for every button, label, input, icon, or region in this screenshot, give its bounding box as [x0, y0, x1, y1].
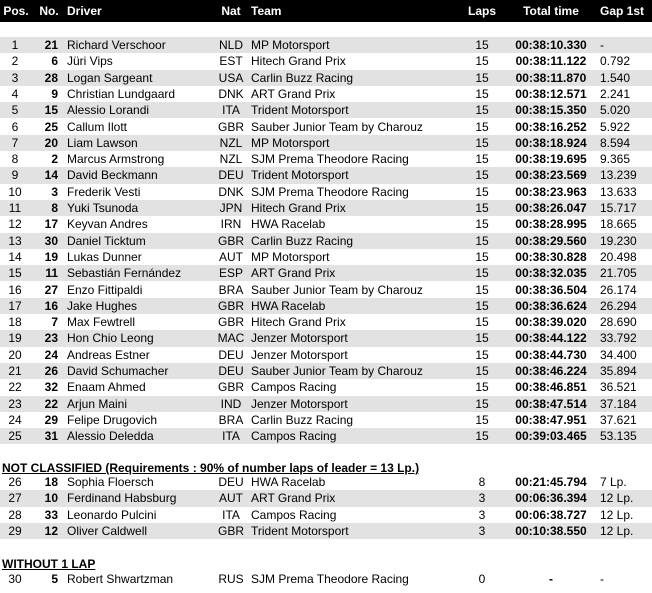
car-number-cell: 5 — [51, 572, 58, 586]
car-number-cell: 8 — [51, 201, 58, 215]
total-time-cell: 00:38:28.995 — [515, 217, 587, 232]
table-row — [0, 135, 652, 151]
nationality-cell: ESP — [218, 266, 243, 281]
position-cell: 20 — [8, 347, 22, 362]
gap-to-leader-cell: 15.717 — [600, 201, 637, 215]
laps-cell: 15 — [475, 298, 489, 313]
driver-name-cell: Yuki Tsunoda — [67, 201, 139, 215]
table-row — [0, 379, 652, 395]
team-name-cell: Trident Motorsport — [251, 103, 349, 118]
laps-cell: 15 — [475, 217, 489, 232]
position-cell: 23 — [8, 396, 22, 411]
total-time-cell: 00:38:12.571 — [515, 86, 587, 101]
car-number-cell: 26 — [44, 364, 58, 378]
total-time-cell: 00:10:38.550 — [515, 523, 587, 538]
car-number-cell: 25 — [44, 119, 58, 134]
laps-cell: 15 — [475, 70, 489, 85]
nationality-cell: DEU — [218, 475, 244, 489]
total-time-cell: 00:38:18.924 — [515, 135, 587, 150]
table-row — [0, 282, 652, 298]
driver-name-cell: Felipe Drugovich — [67, 412, 158, 427]
position-cell: 8 — [11, 152, 19, 167]
nationality-cell: NZL — [219, 152, 243, 167]
driver-name-cell: Daniel Ticktum — [67, 233, 146, 248]
laps-cell: 15 — [475, 347, 489, 362]
nationality-cell: AUT — [219, 491, 243, 506]
nationality-cell: IND — [220, 396, 242, 411]
position-cell: 11 — [8, 201, 22, 215]
header-laps: Laps — [467, 4, 496, 18]
header-nat: Nat — [221, 4, 241, 18]
gap-to-leader-cell: 12 Lp. — [600, 491, 634, 506]
total-time-cell: 00:38:46.224 — [515, 364, 587, 378]
table-row — [0, 86, 652, 102]
table-row — [0, 70, 652, 86]
gap-to-leader-cell: 12 Lp. — [600, 507, 634, 522]
car-number-cell: 17 — [44, 217, 58, 232]
gap-to-leader-cell: 0.792 — [600, 54, 631, 69]
laps-cell: 15 — [475, 168, 489, 183]
nationality-cell: DEU — [218, 347, 244, 362]
nationality-cell: RUS — [218, 572, 244, 586]
without-lap-title: WITHOUT 1 LAP — [2, 557, 96, 571]
position-cell: 29 — [8, 523, 22, 538]
position-cell: 3 — [11, 70, 19, 85]
gap-to-leader-cell: 12 Lp. — [600, 523, 634, 538]
nationality-cell: ITA — [222, 103, 240, 118]
driver-name-cell: Lukas Dunner — [67, 249, 142, 264]
laps-cell: 15 — [475, 38, 489, 52]
gap-to-leader-cell: 7 Lp. — [600, 475, 627, 489]
header-driver: Driver — [67, 4, 102, 18]
gap-to-leader-cell: 5.020 — [600, 103, 631, 118]
team-name-cell: Sauber Junior Team by Charouz — [251, 364, 423, 378]
position-cell: 15 — [8, 266, 22, 281]
nationality-cell: GBR — [217, 315, 244, 330]
table-row — [0, 298, 652, 314]
driver-name-cell: Sophia Floersch — [67, 475, 154, 489]
position-cell: 26 — [8, 475, 22, 489]
gap-to-leader-cell: 37.621 — [600, 412, 637, 427]
position-cell: 28 — [8, 507, 22, 522]
position-cell: 25 — [8, 429, 22, 444]
car-number-cell: 9 — [51, 86, 58, 101]
team-name-cell: Campos Racing — [251, 429, 337, 444]
laps-cell: 15 — [475, 396, 489, 411]
total-time-cell: 00:38:39.020 — [515, 315, 587, 330]
laps-cell: 3 — [478, 523, 486, 538]
position-cell: 17 — [8, 298, 22, 313]
team-name-cell: Trident Motorsport — [251, 168, 349, 183]
car-number-cell: 10 — [44, 491, 58, 506]
nationality-cell: EST — [219, 54, 243, 69]
header-no: No. — [39, 4, 59, 18]
team-name-cell: Jenzer Motorsport — [251, 331, 348, 346]
car-number-cell: 15 — [44, 103, 58, 118]
table-row — [0, 347, 652, 363]
driver-name-cell: Liam Lawson — [67, 135, 138, 150]
nationality-cell: BRA — [218, 282, 244, 297]
team-name-cell: Hitech Grand Prix — [251, 315, 346, 330]
position-cell: 1 — [11, 38, 19, 52]
team-name-cell: Hitech Grand Prix — [251, 54, 346, 69]
laps-cell: 15 — [475, 86, 489, 101]
team-name-cell: Carlin Buzz Racing — [251, 412, 354, 427]
laps-cell: 15 — [475, 331, 489, 346]
table-row — [0, 216, 652, 232]
team-name-cell: SJM Prema Theodore Racing — [251, 572, 409, 586]
table-row — [0, 119, 652, 135]
total-time-cell: 00:38:26.047 — [515, 201, 587, 215]
gap-to-leader-cell: 34.400 — [600, 347, 637, 362]
car-number-cell: 24 — [44, 347, 58, 362]
laps-cell: 15 — [475, 380, 489, 395]
total-time-cell: 00:06:36.394 — [515, 491, 587, 506]
team-name-cell: Sauber Junior Team by Charouz — [251, 282, 423, 297]
nationality-cell: IRN — [220, 217, 242, 232]
total-time-cell: 00:38:15.350 — [515, 103, 587, 118]
car-number-cell: 11 — [45, 266, 58, 281]
table-row — [0, 102, 652, 118]
laps-cell: 15 — [475, 364, 489, 378]
position-cell: 12 — [8, 217, 22, 232]
position-cell: 7 — [11, 135, 19, 150]
driver-name-cell: Robert Shwartzman — [67, 572, 174, 586]
header-total-time: Total time — [523, 4, 579, 18]
car-number-cell: 31 — [44, 429, 58, 444]
total-time-cell: - — [549, 572, 553, 586]
laps-cell: 15 — [475, 315, 489, 330]
total-time-cell: 00:38:10.330 — [515, 38, 587, 52]
gap-to-leader-cell: 33.792 — [600, 331, 637, 346]
driver-name-cell: Ferdinand Habsburg — [67, 491, 177, 506]
team-name-cell: Carlin Buzz Racing — [251, 70, 354, 85]
car-number-cell: 30 — [44, 233, 58, 248]
team-name-cell: Trident Motorsport — [251, 523, 349, 538]
laps-cell: 0 — [478, 572, 486, 586]
table-row — [0, 523, 652, 539]
gap-to-leader-cell: 26.294 — [600, 298, 637, 313]
total-time-cell: 00:38:30.828 — [515, 249, 587, 264]
table-row — [0, 474, 652, 490]
table-row — [0, 363, 652, 379]
laps-cell: 15 — [475, 201, 489, 215]
laps-cell: 15 — [475, 282, 489, 297]
car-number-cell: 2 — [51, 152, 58, 167]
position-cell: 27 — [8, 491, 22, 506]
table-row — [0, 200, 652, 216]
gap-to-leader-cell: 5.922 — [600, 119, 631, 134]
gap-to-leader-cell: 13.633 — [600, 184, 637, 199]
table-row — [0, 314, 652, 330]
team-name-cell: HWA Racelab — [251, 298, 326, 313]
table-row — [0, 53, 652, 69]
nationality-cell: GBR — [217, 119, 244, 134]
driver-name-cell: Jüri Vips — [67, 54, 113, 69]
team-name-cell: Carlin Buzz Racing — [251, 233, 354, 248]
laps-cell: 15 — [475, 233, 489, 248]
driver-name-cell: Christian Lundgaard — [67, 86, 176, 101]
team-name-cell: ART Grand Prix — [251, 86, 336, 101]
driver-name-cell: Logan Sargeant — [67, 70, 153, 85]
total-time-cell: 00:39:03.465 — [515, 429, 587, 444]
position-cell: 18 — [8, 315, 22, 330]
position-cell: 30 — [8, 572, 22, 586]
car-number-cell: 12 — [44, 523, 58, 538]
table-row — [0, 151, 652, 167]
gap-to-leader-cell: 19.230 — [600, 233, 637, 248]
team-name-cell: ART Grand Prix — [251, 266, 336, 281]
team-name-cell: MP Motorsport — [251, 249, 330, 264]
table-row — [0, 396, 652, 412]
position-cell: 19 — [8, 331, 22, 346]
laps-cell: 15 — [475, 429, 489, 444]
driver-name-cell: Marcus Armstrong — [67, 152, 165, 167]
nationality-cell: NLD — [218, 38, 243, 52]
nationality-cell: DEU — [218, 168, 244, 183]
nationality-cell: DEU — [218, 364, 244, 378]
car-number-cell: 28 — [44, 70, 58, 85]
nationality-cell: DNK — [218, 184, 244, 199]
table-row — [0, 233, 652, 249]
header-gap: Gap 1st — [600, 4, 645, 18]
team-name-cell: Jenzer Motorsport — [251, 396, 348, 411]
table-row — [0, 507, 652, 523]
laps-cell: 15 — [475, 266, 489, 281]
position-cell: 24 — [8, 412, 22, 427]
nationality-cell: BRA — [218, 412, 244, 427]
laps-cell: 15 — [475, 119, 489, 134]
nationality-cell: USA — [218, 70, 244, 85]
laps-cell: 8 — [478, 475, 486, 489]
driver-name-cell: Alessio Lorandi — [67, 103, 150, 118]
laps-cell: 3 — [478, 507, 486, 522]
team-name-cell: HWA Racelab — [251, 217, 326, 232]
car-number-cell: 19 — [44, 249, 58, 264]
table-row — [0, 37, 652, 53]
car-number-cell: 6 — [51, 54, 58, 69]
table-row — [0, 412, 652, 428]
laps-cell: 3 — [478, 491, 486, 506]
nationality-cell: NZL — [219, 135, 243, 150]
results-table-header — [0, 0, 652, 22]
table-row — [0, 184, 652, 200]
nationality-cell: ITA — [222, 429, 240, 444]
driver-name-cell: Richard Verschoor — [67, 38, 166, 52]
team-name-cell: MP Motorsport — [251, 38, 330, 52]
driver-name-cell: Keyvan Andres — [67, 217, 148, 232]
gap-to-leader-cell: 8.594 — [600, 135, 631, 150]
total-time-cell: 00:38:16.252 — [515, 119, 587, 134]
gap-to-leader-cell: 35.894 — [600, 364, 637, 378]
position-cell: 13 — [8, 233, 22, 248]
driver-name-cell: Max Fewtrell — [67, 315, 136, 330]
table-row — [0, 249, 652, 265]
total-time-cell: 00:38:36.624 — [515, 298, 587, 313]
position-cell: 14 — [8, 249, 22, 264]
gap-to-leader-cell: 28.690 — [600, 315, 637, 330]
driver-name-cell: Leonardo Pulcini — [67, 507, 157, 522]
table-row — [0, 265, 652, 281]
driver-name-cell: Arjun Maini — [67, 396, 128, 411]
laps-cell: 15 — [475, 135, 489, 150]
position-cell: 16 — [8, 282, 22, 297]
total-time-cell: 00:38:23.963 — [515, 184, 587, 199]
driver-name-cell: Jake Hughes — [67, 298, 138, 313]
total-time-cell: 00:38:46.851 — [515, 380, 587, 395]
header-pos: Pos. — [3, 4, 29, 18]
team-name-cell: Sauber Junior Team by Charouz — [251, 119, 423, 134]
driver-name-cell: Enaam Ahmed — [67, 380, 146, 395]
driver-name-cell: Andreas Estner — [67, 347, 150, 362]
total-time-cell: 00:38:36.504 — [515, 282, 587, 297]
laps-cell: 15 — [475, 152, 489, 167]
gap-to-leader-cell: 9.365 — [600, 152, 631, 167]
gap-to-leader-cell: 21.705 — [600, 266, 637, 281]
gap-to-leader-cell: 1.540 — [600, 70, 631, 85]
total-time-cell: 00:21:45.794 — [515, 475, 587, 489]
nationality-cell: JPN — [219, 201, 243, 215]
gap-to-leader-cell: 53.135 — [600, 429, 637, 444]
total-time-cell: 00:38:47.514 — [515, 396, 587, 411]
total-time-cell: 00:38:11.870 — [515, 70, 587, 85]
team-name-cell: ART Grand Prix — [251, 491, 336, 506]
gap-to-leader-cell: - — [600, 572, 604, 586]
driver-name-cell: Hon Chio Leong — [67, 331, 154, 346]
laps-cell: 15 — [475, 412, 489, 427]
driver-name-cell: Callum Ilott — [67, 119, 128, 134]
nationality-cell: MAC — [217, 331, 245, 346]
driver-name-cell: David Schumacher — [67, 364, 169, 378]
position-cell: 2 — [11, 54, 19, 69]
driver-name-cell: Sebastián Fernández — [67, 266, 182, 281]
team-name-cell: Hitech Grand Prix — [251, 201, 346, 215]
driver-name-cell: Frederik Vesti — [67, 184, 141, 199]
nationality-cell: GBR — [217, 380, 244, 395]
laps-cell: 15 — [475, 184, 489, 199]
nationality-cell: GBR — [217, 523, 244, 538]
laps-cell: 15 — [475, 54, 489, 69]
team-name-cell: SJM Prema Theodore Racing — [251, 184, 409, 199]
car-number-cell: 3 — [51, 184, 58, 199]
driver-name-cell: David Beckmann — [67, 168, 158, 183]
nationality-cell: DNK — [218, 86, 244, 101]
laps-cell: 15 — [475, 103, 489, 118]
position-cell: 21 — [8, 364, 22, 378]
total-time-cell: 00:06:38.727 — [515, 507, 587, 522]
gap-to-leader-cell: - — [600, 38, 604, 52]
car-number-cell: 14 — [44, 168, 58, 183]
nationality-cell: ITA — [222, 507, 240, 522]
position-cell: 22 — [8, 380, 22, 395]
car-number-cell: 33 — [44, 507, 58, 522]
gap-to-leader-cell: 37.184 — [600, 396, 637, 411]
total-time-cell: 00:38:23.569 — [515, 168, 587, 183]
car-number-cell: 20 — [44, 135, 58, 150]
table-row — [0, 428, 652, 444]
total-time-cell: 00:38:29.560 — [515, 233, 587, 248]
nationality-cell: GBR — [217, 233, 244, 248]
driver-name-cell: Alessio Deledda — [67, 429, 154, 444]
team-name-cell: Campos Racing — [251, 507, 337, 522]
position-cell: 9 — [11, 168, 19, 183]
position-cell: 5 — [11, 103, 19, 118]
team-name-cell: SJM Prema Theodore Racing — [251, 152, 409, 167]
table-row — [0, 330, 652, 346]
table-row — [0, 490, 652, 506]
gap-to-leader-cell: 2.241 — [600, 86, 631, 101]
position-cell: 10 — [8, 184, 22, 199]
car-number-cell: 32 — [44, 380, 58, 395]
team-name-cell: Jenzer Motorsport — [251, 347, 348, 362]
team-name-cell: Campos Racing — [251, 380, 337, 395]
total-time-cell: 00:38:44.122 — [515, 331, 587, 346]
laps-cell: 15 — [475, 249, 489, 264]
nationality-cell: AUT — [219, 249, 243, 264]
car-number-cell: 23 — [44, 331, 58, 346]
gap-to-leader-cell: 26.174 — [600, 282, 637, 297]
car-number-cell: 16 — [44, 298, 58, 313]
nationality-cell: GBR — [217, 298, 244, 313]
gap-to-leader-cell: 18.665 — [600, 217, 637, 232]
not-classified-title: NOT CLASSIFIED (Requirements : 90% of number laps of leader = 13 Lp.) — [2, 461, 420, 475]
car-number-cell: 27 — [44, 282, 58, 297]
car-number-cell: 22 — [44, 396, 58, 411]
total-time-cell: 00:38:11.122 — [515, 54, 587, 69]
position-cell: 4 — [11, 86, 19, 101]
position-cell: 6 — [11, 119, 19, 134]
total-time-cell: 00:38:44.730 — [515, 347, 587, 362]
car-number-cell: 21 — [44, 38, 58, 52]
total-time-cell: 00:38:32.035 — [515, 266, 587, 281]
total-time-cell: 00:38:47.951 — [515, 412, 587, 427]
team-name-cell: HWA Racelab — [251, 475, 326, 489]
car-number-cell: 29 — [44, 412, 58, 427]
gap-to-leader-cell: 20.498 — [600, 249, 637, 264]
header-team: Team — [251, 4, 282, 18]
driver-name-cell: Oliver Caldwell — [67, 523, 148, 538]
total-time-cell: 00:38:19.695 — [515, 152, 587, 167]
driver-name-cell: Enzo Fittipaldi — [67, 282, 143, 297]
table-row — [0, 571, 652, 587]
car-number-cell: 7 — [51, 315, 58, 330]
table-row — [0, 167, 652, 183]
team-name-cell: MP Motorsport — [251, 135, 330, 150]
car-number-cell: 18 — [44, 475, 58, 489]
gap-to-leader-cell: 36.521 — [600, 380, 637, 395]
gap-to-leader-cell: 13.239 — [600, 168, 637, 183]
